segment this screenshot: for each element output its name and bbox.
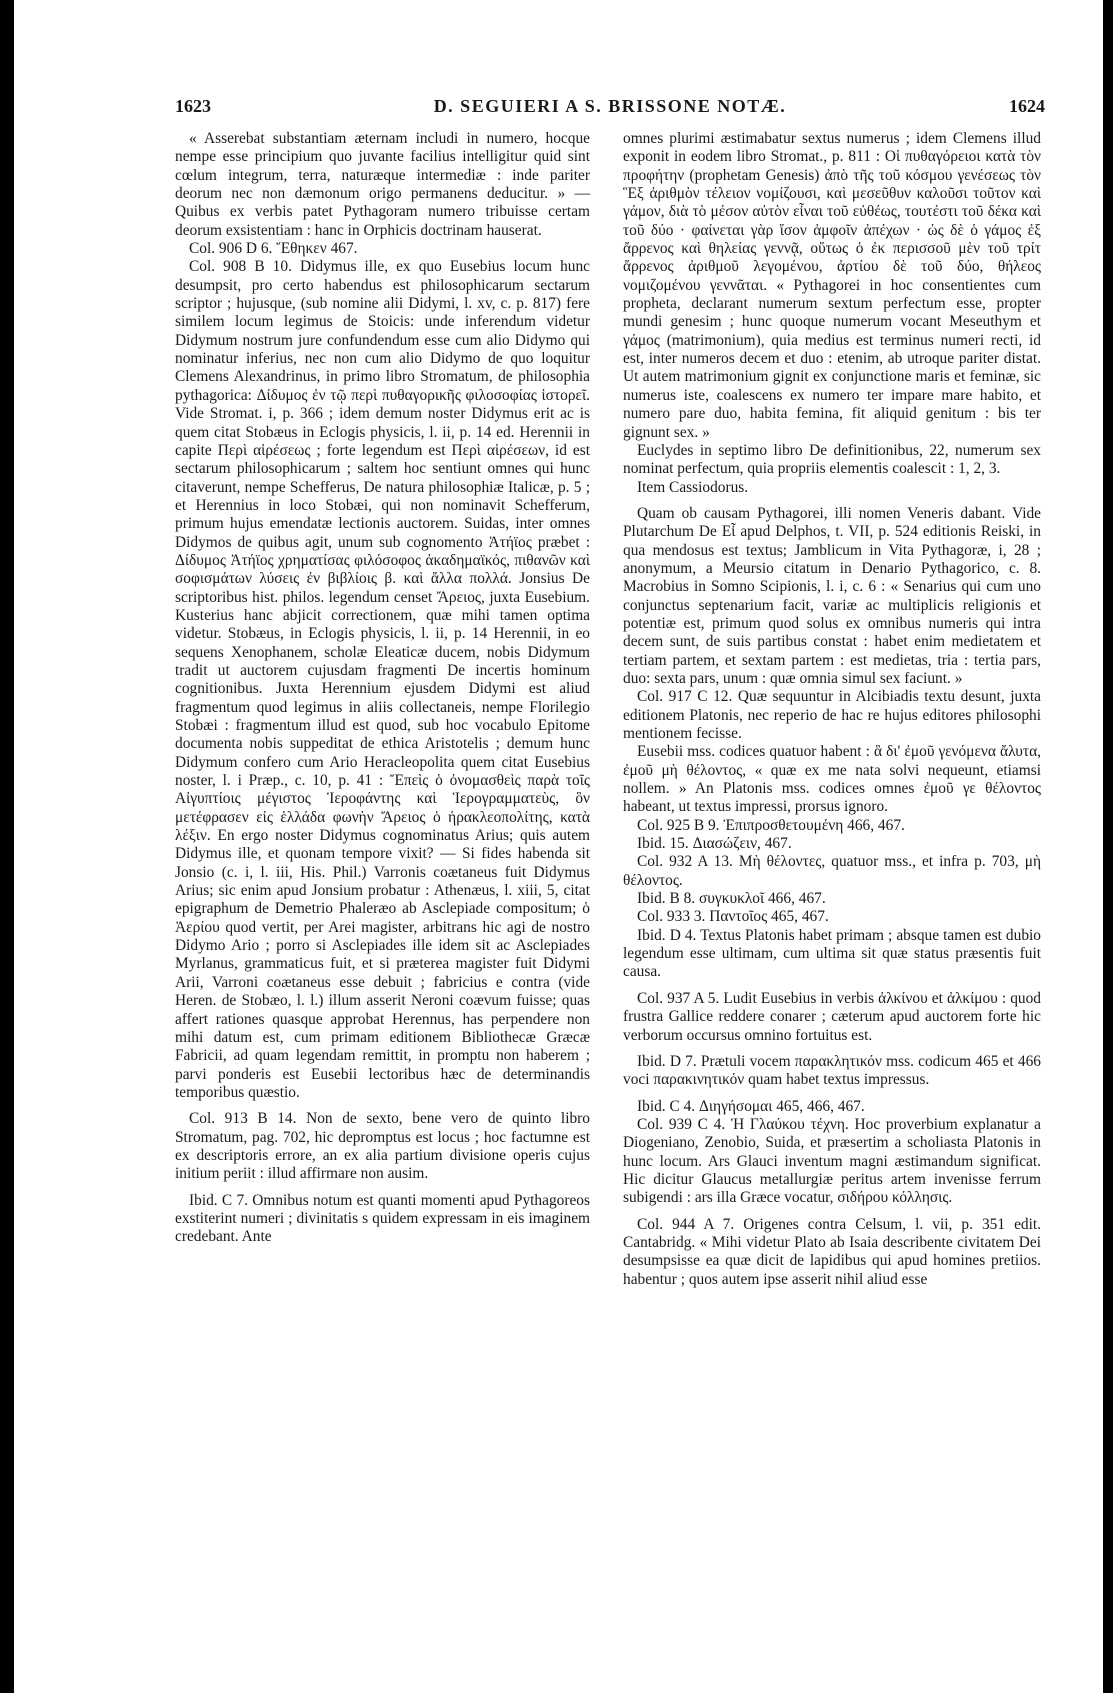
right-column (623, 130, 1041, 1289)
paragraph: Col. 906 D 6. Ἔθηκεν 467. (189, 240, 358, 258)
paragraph: Item Cassiodorus. (637, 478, 749, 496)
paragraph: Col. 908 B 10. Didymus ille, ex quo Eusebius locum hunc desumpsit, pro certo habendus est philosophicarum sectarum scriptor ; hujusque, (sub nomine alii Didymi, l. xv, c. p. 817) fere similem locum legimus de Stoicis: unde inferendum videtur Didymum nostrum jure confundendum esse cum alio Didymo qui nominatur inferius, nec non cum alio Didymo de quo loquitur Clemens Alexandrinus, in primo libro Stromatum, de philosophia pythagorica: Δίδυμος ἐν τῷ περὶ πυθαγορικῆς φιλοσοφίας ἱστορεῖ. Vide Stromat. i, p. 366 ; idem demum noster Didymus erit ac is quem citat Stobæus in Eclogis physicis, l. ii, p. 14 ed. Herennii in capite Περὶ αἱρέσεως ; forte legendum est Περὶ αἱρέσεων, id est sectarum philosophicarum ; saltem hoc sentiunt omnes qui hunc citaverunt, nempe Schefferus, De natura philosophiæ Italicæ, p. 5 ; et Herennius in loco Stobæi, qui non nominavit Schefferum, primum hujus emendatæ lectionis auctorem. Suidas, inter omnes Didymos de quibus agit, unum sub cognomento Ἀτήϊος præbet : Δίδυμος Ἀτήϊος χρηματίσας φιλόσοφος ἀκαδημαϊκός, πιθανῶν καὶ σοφισμάτων λύσεις ἐν βιβλίοις β. καὶ ἄλλα πολλά. Jonsius De scriptoribus hist. philos. legendum censet Ἄρειος, juxta Eusebium. Kusterius hanc abjicit correctionem, quæ mihi tamen optima videtur. Stobæus, in Eclogis physicis, l. ii, p. 14 Herennii, in eo sequens Xenophanem, scholæ Eleaticæ ducem, nobis Didymum tradit ut auctorem cujusdam fragmenti De incertis hominum cognitionibus. Juxta Herennium ejusdem Didymi est aliud fragmentum quod legimus in aliis collectaneis, nempe Florilegio Stobæi : fragmentum illud est quod, sub hoc vocabulo Epitome documenta nobis suppeditat de ethica Aristotelis ; demum hunc Didymum confero cum Ario Heracleopolita quem citat Eusebius noster, l. i Præp., c. 10, p. 41 : Ἔπεὶς ὁ ὀνομασθεὶς παρὰ τοῖς Αἰγυπτίοις μέγιστος Ἱεροφάντης καὶ Ἱερογραμματεὺς, ὃν μετέφρασεν εἰς ἑλλάδα φωνὴν Ἄρειος ὁ ἡρακλεοπολίτης, κατὰ λέξιν. En ergo noster Didymus cognominatus Arius; quis autem Didymus ille, et quonam tempore vixit? — Si fides habenda sit Jonsio (c. i, l. iii, His. Phil.) Varronis coætaneus fuit Didymus Arius; sic enim apud Jonsium probatur : Athenæus, l. xiii, 5, citat epigraphum de Demetrio Phaleræo ab Asclepiade compositum; ὁ Ἀερίου quod vertit, per Arei magister, arbitrans hic agi de nostro Didymo Ario ; porro si Asclepiades ille idem sit ac Asclepiades Myrlanus, grammaticus fuit, et si præterea magister fuit Didymi Arii, Varroni coætaneus esse debuit ; fabricius e contra (vide Heren. de Stobæo, l. l.) illum asserit Neroni coævum fuisse; quas affert rationes quasque approbat Herennus, has perpendere non mihi datum est, cum primam editionem Bibliothecæ Græcæ Fabricii, ad quam legendam remittit, in promptu non haberem ; parvi ponderis est Eusebii lectoribus hæc de determinandis temporibus quæstio. (175, 258, 590, 1101)
paragraph: Col. 932 A 13. Μὴ θέλοντες, quatuor mss., et infra p. 703, μὴ θέλοντος. (623, 853, 1041, 889)
paragraph: Ibid. D 4. Textus Platonis habet primam ; absque tamen est dubio legendum esse ultimam, cum ultima sit quæ status præsentis fuit causa. (623, 926, 1041, 981)
paragraph: Ibid. 15. Διασώζειν, 467. (637, 835, 792, 853)
scan-left-edge (0, 0, 14, 1693)
paragraph: Col. 944 A 7. Origenes contra Celsum, l. vii, p. 351 edit. Cantabridg. « Mihi videtur Plato ab Isaia describente civitatem Dei desumpsisse ea quæ dicit de lapidibus qui apud homines pretiios. habentur ; quos autem ipse asserit nihil aliud esse (623, 1215, 1041, 1288)
paragraph: Quam ob causam Pythagorei, illi nomen Veneris dabant. Vide Plutarchum De Εἶ apud Delphos, t. VII, p. 524 editionis Reiski, in qua mendosus est textus; Jamblicum in Vita Pythagoræ, i, 28 ; anonymum, a Meursio citatum in Denario Pythagorico, c. 8. Macrobius in Somno Scipionis, l. i, c. 6 : « Senarius qui cum uno conjunctus septenarium facit, variæ ac multiplicis religionis et potentiæ est, primum quod solus ex omnibus numeris qui intra decem sunt, de suis partibus constat : habet enim medietatem et tertiam partem, et sextam partem : est medietas, tria : tertia pars, duo: sexta pars, unum : quæ omnia simul sex faciunt. » (623, 504, 1041, 687)
paragraph: Ibid. C 4. Διηγήσομαι 465, 466, 467. (637, 1097, 865, 1115)
paragraph: Col. 933 3. Παντοῖος 465, 467. (637, 908, 829, 926)
paragraph: Col. 917 C 12. Quæ sequuntur in Alcibiadis textu desunt, juxta editionem Platonis, nec reperio de hac re hujus editores philosophi mentionem fecisse. (623, 688, 1041, 742)
page-number-right: 1624 (1009, 96, 1045, 116)
paragraph: Ibid. D 7. Prætuli vocem παρακλητικόν mss. codicum 465 et 466 voci παρακινητικόν quam habet textus impressus. (623, 1052, 1041, 1089)
page-number-left: 1623 (175, 96, 211, 116)
paragraph: Ibid. C 7. Omnibus notum est quanti momenti apud Pythagoreos exstiterint numeri ; divinitatis s quidem expressam in eis imaginem credebant. Ante (175, 1191, 590, 1246)
running-header (175, 96, 1045, 126)
paragraph: Eusebii mss. codices quatuor habent : ἃ δι' ἐμοῦ γενόμενα ἄλυτα, ἐμοῦ μὴ θέλοντος, « quæ ex me nata solvi nequeunt, etiamsi nollem. » An Platonis mss. codices omnes ἐμοῦ γε θέλοντος habeant, ut textus impressi, prorsus ignoro. (623, 743, 1041, 816)
paragraph: Euclydes in septimo libro De definitionibus, 22, numerum sex nominat perfectum, quia propriis elementis coalescit : 1, 2, 3. (623, 441, 1041, 478)
left-column (175, 130, 590, 1247)
paragraph: Col. 939 C 4. Ἡ Γλαύκου τέχνη. Hoc proverbium explanatur a Diogeniano, Zenobio, Suida, et præsertim a scholiasta Platonis in hunc locum. Ars Glauci inventum magni æstimandum significat. Hic dicitur Glaucus metallurgiæ peritus artem invenisse ferrum subigendi : ars illa Græce vocatur, σιδήρου κόλλησις. (623, 1115, 1041, 1207)
paragraph: « Asserebat substantiam æternam includi in numero, hocque nempe esse principium quo juvante facilius intelligitur quid sint cœlum integrum, terra, naturæque intermediæ : inde pariter deorum nec non dæmonum origo permanens deducitur. » — Quibus ex verbis patet Pythagoram numero tribuisse certam deorum exsistentiam : hanc in Orphicis doctrinam hauserat. (175, 130, 590, 239)
running-title: D. SEGUIERI A S. BRISSONE NOTÆ. (433, 96, 787, 116)
paragraph: omnes plurimi æstimabatur sextus numerus ; idem Clemens illud exponit in eodem libro Stromat., p. 811 : Οἱ πυθαγόρειοι κατὰ τὸν προφήτην (prophetam Genesis) ἀπὸ τῆς τοῦ κόσμου γενέσεως τὸν Ἓξ ἀριθμὸν τέλειον νομίζουσι, καὶ μεσεῦθυν καλοῦσι τοῦτον καὶ γάμον, διὰ τὸ μέσον αὐτὸν εἶναι τοῦ εὐθέως, τουτέστι τοῦ δέκα καὶ τοῦ δύο · φαίνεται γὰρ ἴσον ἀμφοῖν ἀπέχων · ὡς δὲ ὁ γάμος ἐξ ἄρρενος καὶ θηλείας γεννᾷ, οὕτως ὁ ἐκ περισσοῦ μὲν τοῦ τρίτ ἄρρενος ἀριθμοῦ λεγομένου, ἀρτίου δὲ τοῦ δύο, θήλεος νομιζομένου γεννᾶται. « Pythagorei in hoc consentientes cum propheta, declarant numerum sextum perfectum esse, propter mundi genesim ; hunc quoque numerum vocant Meseuthym et γάμος (matrimonium), quia medius est terminus numeri recti, id est, inter numeros decem et duo : etenim, ab utroque pariter distat. Ut autem matrimonium gignit ex conjunctione maris et feminæ, sic numerus iste, coalescens ex numero ter impare mare habito, et numero pare duo, habita femina, fit aliquid genitum : bis ter gignunt sex. » (623, 130, 1041, 441)
paragraph: Col. 913 B 14. Non de sexto, bene vero de quinto libro Stromatum, pag. 702, hic depromptus est locus ; hoc factumne est ex descriptoris errore, an ex alia partium divisione operis cujus initium periit : illud affirmare non ausim. (175, 1110, 590, 1183)
paragraph: Ibid. B 8. συγκυκλοῖ 466, 467. (637, 890, 826, 908)
paragraph: Col. 937 A 5. Ludit Eusebius in verbis ἀλκίνου et ἀλκίμου : quod frustra Gallice reddere conarer ; cæterum apud auctorem forte hic verborum occursus omnino fortuitus est. (623, 989, 1041, 1044)
paragraph: Col. 925 B 9. Ἐπιπροσθετουμένη 466, 467. (637, 816, 905, 834)
scan-right-edge (1103, 0, 1113, 1693)
